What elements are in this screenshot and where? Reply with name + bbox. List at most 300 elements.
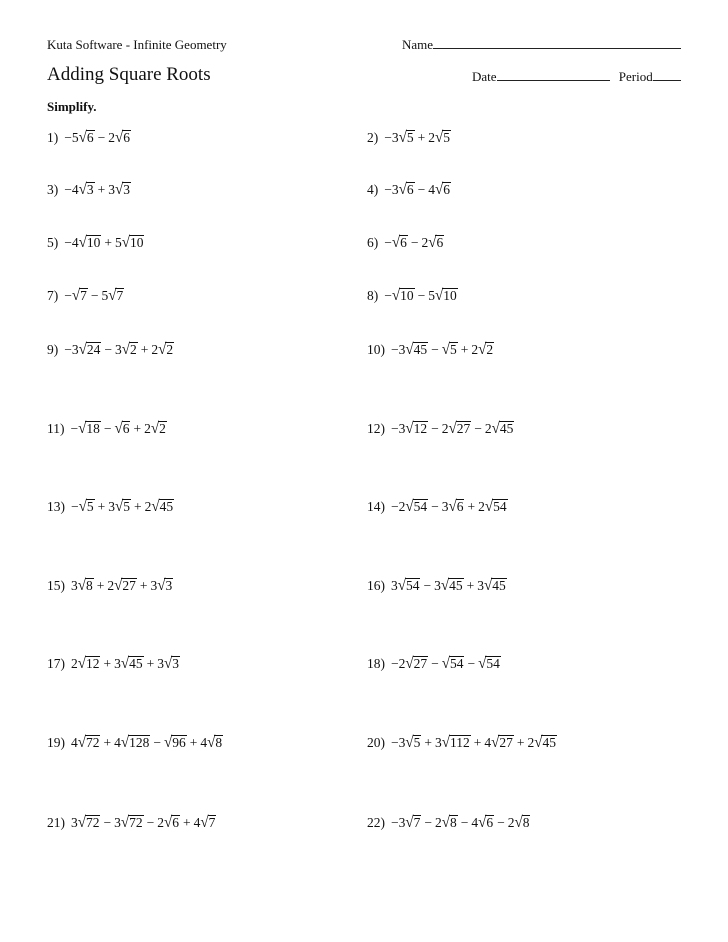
square-root <box>79 182 95 199</box>
radicand: 6 <box>456 499 464 514</box>
operator: − <box>391 421 399 436</box>
problem-2 <box>367 130 451 147</box>
radical-sign-icon: √ <box>78 341 87 359</box>
radicand: 2 <box>129 342 137 357</box>
square-root <box>200 815 216 832</box>
coefficient: 4 <box>71 735 78 750</box>
coefficient: 3 <box>398 815 406 830</box>
operator: − <box>467 656 476 671</box>
radicand: 3 <box>172 656 179 671</box>
radicand: 12 <box>85 656 100 671</box>
operator: + <box>146 656 155 671</box>
radicand: 45 <box>449 578 463 593</box>
problem-number: 7) <box>47 288 59 303</box>
coefficient: 4 <box>71 182 79 197</box>
radicand: 2 <box>166 342 174 357</box>
square-root <box>108 288 124 305</box>
operator: − <box>417 288 426 303</box>
operator: − <box>64 288 72 303</box>
operator: + <box>139 578 148 593</box>
problem-number: 6) <box>367 235 379 250</box>
problem-number: 12) <box>367 421 385 436</box>
date-blank[interactable] <box>497 69 610 81</box>
publisher-label: Kuta Software - Infinite Geometry <box>47 37 227 52</box>
coefficient: 3 <box>114 656 121 671</box>
coefficient: 2 <box>441 421 449 436</box>
radicand: 54 <box>413 499 428 514</box>
problem-9 <box>47 342 174 359</box>
radicand: 54 <box>493 499 507 514</box>
coefficient: 3 <box>398 735 406 750</box>
operator: + <box>516 735 525 750</box>
square-root <box>398 578 421 595</box>
radical-sign-icon: √ <box>77 734 86 752</box>
problem-number: 14) <box>367 499 385 514</box>
operator: − <box>90 288 99 303</box>
operator: − <box>391 735 399 750</box>
radicand: 45 <box>492 578 506 593</box>
coefficient: 2 <box>507 815 515 830</box>
radicand: 6 <box>486 815 494 830</box>
radical-sign-icon: √ <box>151 498 160 516</box>
problem-20 <box>367 735 557 752</box>
radicand: 3 <box>123 182 130 197</box>
coefficient: 5 <box>114 235 122 250</box>
problem-number: 15) <box>47 578 65 593</box>
square-root <box>491 735 514 752</box>
problem-16 <box>367 578 507 595</box>
operator: − <box>474 421 482 436</box>
radical-sign-icon: √ <box>478 341 487 359</box>
operator: − <box>153 735 161 750</box>
square-root <box>484 578 507 595</box>
radical-sign-icon: √ <box>491 420 500 438</box>
period-label: Period <box>618 69 653 84</box>
radical-sign-icon: √ <box>391 234 401 252</box>
problem-12 <box>367 421 514 438</box>
operator: − <box>431 421 439 436</box>
square-root <box>478 342 494 359</box>
radical-sign-icon: √ <box>120 814 130 832</box>
problem-13 <box>47 499 174 516</box>
radicand: 8 <box>449 815 457 830</box>
problem-19 <box>47 735 223 752</box>
operator: − <box>417 182 426 197</box>
radicand: 24 <box>86 342 101 357</box>
radical-sign-icon: √ <box>114 420 123 438</box>
coefficient: 3 <box>71 578 78 593</box>
radical-sign-icon: √ <box>440 577 450 595</box>
radical-sign-icon: √ <box>434 129 444 147</box>
radicand: 10 <box>400 288 414 303</box>
coefficient: 3 <box>441 499 449 514</box>
coefficient: 3 <box>391 182 399 197</box>
radical-sign-icon: √ <box>114 181 124 199</box>
radicand: 7 <box>413 815 421 830</box>
square-root <box>114 578 137 595</box>
operator: + <box>460 342 469 357</box>
problem-number: 1) <box>47 130 59 145</box>
radical-sign-icon: √ <box>108 287 117 305</box>
operator: + <box>104 235 112 250</box>
square-root <box>79 499 95 516</box>
radicand: 27 <box>122 578 136 593</box>
operator: + <box>473 735 482 750</box>
square-root <box>534 735 557 752</box>
radical-sign-icon: √ <box>534 734 543 752</box>
operator: + <box>467 499 476 514</box>
radicand: 5 <box>123 499 130 514</box>
problem-17 <box>47 656 180 673</box>
operator: + <box>133 421 142 436</box>
square-root <box>405 735 421 752</box>
radicand: 5 <box>86 499 94 514</box>
radicand: 7 <box>116 288 124 303</box>
problem-number: 19) <box>47 735 65 750</box>
coefficient: 3 <box>434 578 441 593</box>
coefficient: 2 <box>107 578 115 593</box>
problem-18 <box>367 656 501 673</box>
operator: + <box>97 499 106 514</box>
radicand: 6 <box>172 815 179 830</box>
square-root <box>151 421 167 438</box>
problem-number: 13) <box>47 499 65 514</box>
square-root <box>514 815 530 832</box>
operator: − <box>64 342 72 357</box>
operator: − <box>384 182 392 197</box>
operator: − <box>103 421 112 436</box>
radicand: 12 <box>413 421 428 436</box>
square-root <box>151 499 174 516</box>
radicand: 7 <box>80 288 87 303</box>
radicand: 2 <box>486 342 494 357</box>
coefficient: 2 <box>144 421 151 436</box>
problem-4 <box>367 182 451 199</box>
radical-sign-icon: √ <box>405 814 414 832</box>
operator: − <box>71 499 79 514</box>
square-root <box>435 130 451 147</box>
radicand: 5 <box>413 735 421 750</box>
square-root <box>115 499 131 516</box>
coefficient: 3 <box>108 182 115 197</box>
radicand: 7 <box>208 815 216 830</box>
operator: + <box>417 130 426 145</box>
operator: + <box>97 182 106 197</box>
operator: + <box>96 578 105 593</box>
coefficient: 3 <box>391 578 398 593</box>
radicand: 5 <box>449 342 457 357</box>
radical-sign-icon: √ <box>78 420 87 438</box>
square-root <box>164 735 187 752</box>
square-root <box>492 421 515 438</box>
square-root <box>485 499 508 516</box>
name-label: Name <box>402 37 434 52</box>
problem-22 <box>367 815 530 832</box>
radical-sign-icon: √ <box>71 287 81 305</box>
square-root <box>441 578 464 595</box>
operator: − <box>410 235 419 250</box>
coefficient: 2 <box>151 342 159 357</box>
radical-sign-icon: √ <box>163 814 173 832</box>
operator: − <box>460 815 469 830</box>
operator: − <box>431 342 439 357</box>
radicand: 72 <box>85 815 100 830</box>
operator: − <box>97 130 106 145</box>
radical-sign-icon: √ <box>163 734 173 752</box>
radical-sign-icon: √ <box>484 498 494 516</box>
square-root <box>442 735 471 752</box>
radical-sign-icon: √ <box>78 498 87 516</box>
radical-sign-icon: √ <box>441 341 450 359</box>
radical-sign-icon: √ <box>120 734 130 752</box>
coefficient: 3 <box>391 130 399 145</box>
problem-15 <box>47 578 173 595</box>
radicand: 6 <box>86 130 94 145</box>
radical-sign-icon: √ <box>157 577 166 595</box>
radical-sign-icon: √ <box>77 577 86 595</box>
square-root <box>78 421 101 438</box>
operator: + <box>133 499 142 514</box>
radical-sign-icon: √ <box>398 129 407 147</box>
square-root <box>115 130 131 147</box>
radicand: 72 <box>129 815 143 830</box>
radical-sign-icon: √ <box>441 814 450 832</box>
coefficient: 2 <box>484 421 492 436</box>
coefficient: 4 <box>114 735 121 750</box>
square-root <box>122 235 145 252</box>
radical-sign-icon: √ <box>483 577 493 595</box>
coefficient: 3 <box>114 815 121 830</box>
problem-5 <box>47 235 144 252</box>
coefficient: 2 <box>421 235 429 250</box>
square-root <box>78 735 101 752</box>
radicand: 5 <box>406 130 414 145</box>
radical-sign-icon: √ <box>434 181 444 199</box>
coefficient: 4 <box>471 815 479 830</box>
coefficient: 4 <box>428 182 435 197</box>
period-blank[interactable] <box>653 69 681 81</box>
problem-14 <box>367 499 508 516</box>
operator: − <box>104 342 112 357</box>
operator: + <box>424 735 432 750</box>
operator: + <box>103 656 112 671</box>
coefficient: 2 <box>398 499 406 514</box>
operator: − <box>384 235 392 250</box>
coefficient: 2 <box>398 656 406 671</box>
problem-number: 4) <box>367 182 379 197</box>
square-root <box>405 421 428 438</box>
radical-sign-icon: √ <box>114 129 124 147</box>
problem-number: 10) <box>367 342 385 357</box>
square-root <box>207 735 223 752</box>
radicand: 45 <box>542 735 556 750</box>
coefficient: 3 <box>71 342 79 357</box>
problem-10 <box>367 342 494 359</box>
instructions: Simplify. <box>47 99 97 114</box>
radicand: 2 <box>159 421 166 436</box>
radical-sign-icon: √ <box>448 498 457 516</box>
coefficient: 4 <box>200 735 208 750</box>
date-label: Date <box>472 69 497 84</box>
problem-11 <box>47 421 167 438</box>
square-root <box>158 342 174 359</box>
operator: − <box>391 656 399 671</box>
radicand: 6 <box>443 182 450 197</box>
radical-sign-icon: √ <box>405 655 414 673</box>
square-root <box>392 235 408 252</box>
radical-sign-icon: √ <box>441 734 450 752</box>
coefficient: 3 <box>71 815 78 830</box>
radicand: 6 <box>436 235 444 250</box>
radical-sign-icon: √ <box>78 129 87 147</box>
radicand: 27 <box>499 735 513 750</box>
operator: − <box>391 499 399 514</box>
problem-number: 21) <box>47 815 65 830</box>
radical-sign-icon: √ <box>114 498 124 516</box>
square-root <box>79 130 95 147</box>
coefficient: 4 <box>193 815 201 830</box>
operator: − <box>431 656 439 671</box>
radicand: 6 <box>400 235 407 250</box>
square-root <box>79 235 102 252</box>
radicand: 18 <box>86 421 100 436</box>
square-root <box>78 815 101 832</box>
coefficient: 2 <box>157 815 164 830</box>
square-root <box>399 130 415 147</box>
square-root <box>78 656 101 673</box>
radicand: 6 <box>123 130 130 145</box>
radical-sign-icon: √ <box>120 655 130 673</box>
problem-number: 2) <box>367 130 379 145</box>
problem-number: 5) <box>47 235 59 250</box>
radicand: 45 <box>159 499 174 514</box>
problem-number: 22) <box>367 815 385 830</box>
radicand: 27 <box>413 656 428 671</box>
radical-sign-icon: √ <box>405 734 414 752</box>
radicand: 3 <box>86 182 94 197</box>
operator: − <box>497 815 505 830</box>
radical-sign-icon: √ <box>121 341 130 359</box>
square-root <box>399 182 415 199</box>
radicand: 112 <box>449 735 470 750</box>
operator: − <box>146 815 155 830</box>
problem-21 <box>47 815 216 832</box>
operator: − <box>431 499 439 514</box>
radical-sign-icon: √ <box>398 181 407 199</box>
radical-sign-icon: √ <box>163 655 173 673</box>
operator: + <box>189 735 198 750</box>
coefficient: 5 <box>71 130 79 145</box>
operator: + <box>182 815 191 830</box>
name-field[interactable] <box>402 37 681 53</box>
square-root <box>405 499 428 516</box>
operator: − <box>391 342 399 357</box>
problem-number: 18) <box>367 656 385 671</box>
radicand: 3 <box>165 578 173 593</box>
worksheet-title: Adding Square Roots <box>47 64 211 85</box>
radicand: 72 <box>85 735 100 750</box>
problem-number: 8) <box>367 288 379 303</box>
operator: − <box>424 815 432 830</box>
radicand: 10 <box>86 235 101 250</box>
square-root <box>405 342 428 359</box>
coefficient: 2 <box>527 735 535 750</box>
coefficient: 3 <box>477 578 484 593</box>
radicand: 54 <box>449 656 464 671</box>
radical-sign-icon: √ <box>434 287 444 305</box>
radical-sign-icon: √ <box>448 420 457 438</box>
coefficient: 5 <box>428 288 435 303</box>
square-root <box>405 656 428 673</box>
problem-8 <box>367 288 458 305</box>
radicand: 45 <box>499 421 514 436</box>
square-root <box>448 421 471 438</box>
problem-1 <box>47 130 131 147</box>
radical-sign-icon: √ <box>77 655 86 673</box>
operator: + <box>140 342 149 357</box>
radical-sign-icon: √ <box>405 498 414 516</box>
coefficient: 4 <box>71 235 79 250</box>
square-root <box>478 656 501 673</box>
square-root <box>478 815 494 832</box>
square-root <box>115 182 131 199</box>
coefficient: 2 <box>428 130 435 145</box>
square-root <box>442 656 465 673</box>
operator: − <box>384 130 392 145</box>
coefficient: 5 <box>101 288 109 303</box>
radical-sign-icon: √ <box>150 420 160 438</box>
problem-7 <box>47 288 124 305</box>
radicand: 96 <box>172 735 186 750</box>
problem-number: 9) <box>47 342 59 357</box>
square-root <box>114 421 130 438</box>
radicand: 128 <box>129 735 150 750</box>
square-root <box>79 342 102 359</box>
problem-number: 16) <box>367 578 385 593</box>
coefficient: 3 <box>150 578 158 593</box>
operator: − <box>103 815 112 830</box>
operator: − <box>391 815 399 830</box>
radicand: 8 <box>85 578 93 593</box>
square-root <box>121 656 144 673</box>
radical-sign-icon: √ <box>121 234 130 252</box>
square-root <box>164 656 180 673</box>
radicand: 6 <box>406 182 414 197</box>
radical-sign-icon: √ <box>441 655 450 673</box>
square-root <box>164 815 180 832</box>
coefficient: 2 <box>434 815 442 830</box>
name-blank[interactable] <box>433 37 681 49</box>
coefficient: 2 <box>108 130 115 145</box>
operator: − <box>64 130 72 145</box>
problem-3 <box>47 182 131 199</box>
date-period-fields <box>472 69 681 85</box>
operator: − <box>70 421 79 436</box>
operator: − <box>64 182 72 197</box>
square-root <box>442 342 458 359</box>
radical-sign-icon: √ <box>514 814 523 832</box>
radical-sign-icon: √ <box>78 234 87 252</box>
operator: − <box>64 235 72 250</box>
radicand: 10 <box>443 288 457 303</box>
problem-number: 11) <box>47 421 65 436</box>
radical-sign-icon: √ <box>200 814 209 832</box>
square-root <box>405 815 421 832</box>
radical-sign-icon: √ <box>158 341 167 359</box>
square-root <box>78 578 94 595</box>
operator: − <box>384 288 392 303</box>
coefficient: 3 <box>434 735 442 750</box>
